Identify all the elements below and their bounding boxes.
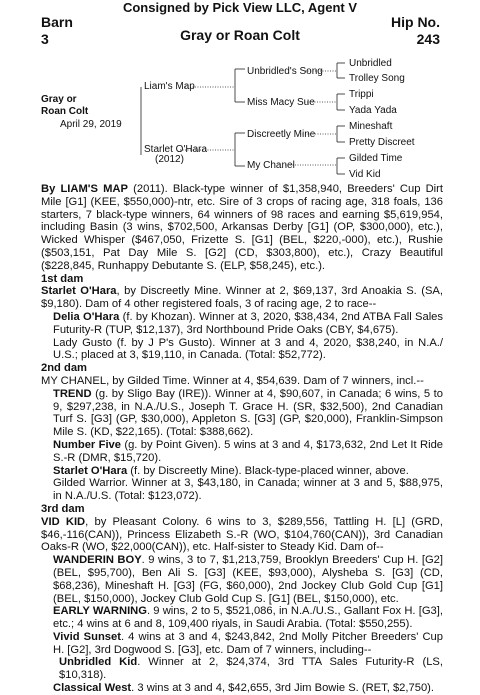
produce-name: TREND: [53, 387, 92, 400]
first-dam-name: Starlet O'Hara: [41, 285, 117, 298]
produce-classical-west: [53, 682, 443, 695]
produce-text: . 9 wins, 3 to 7, $1,213,759, Brooklyn Breeders' Cup H. [G2] (BEL, $95,700), Ben Ali S. [G3] (KEE, $93,000), Alysheba S. [G3] (CD, $68,236), Mineshaft H. [G3] (FG, $60,000), 2nd Jockey Club Gold Cup [G1] (BEL, $150,000), Jockey Club Gold Cup S. [G1] (BEL, $150,000), etc.: [53, 554, 443, 605]
dss: Mineshaft: [349, 121, 393, 132]
produce-name: Unbridled Kid: [59, 656, 138, 669]
third-dam-text: , by Pleasant Colony. 6 wins to 3, $289,556, Tattling H. [L] (GRD, $46,-116(CAN)), Princess Elizabeth S.-R (WO, $104,760(CAN)), 3rd Canadian Oaks-R (WO, $22,000(CAN)), etc. Half-sister to Steady Kid. Dam of--: [41, 515, 443, 554]
sdd: Yada Yada: [349, 105, 397, 116]
sire-paragraph: [41, 183, 443, 273]
sire-by: By LIAM'S MAP: [41, 183, 128, 195]
ddd: Vid Kid: [349, 169, 381, 180]
pedigree-chart: [0, 50, 480, 185]
produce-text: . 3 wins at 3 and 4, $42,655, 3rd Jim Bowie S. (RET, $2,750).: [131, 682, 434, 695]
produce-name: EARLY WARNING: [53, 605, 147, 618]
produce-unbridled-kid: [59, 656, 443, 682]
produce-text: (g. by Point Given). 5 wins at 3 and 4, $173,632, 2nd Let It Ride S.-R (DMR, $15,720).: [53, 438, 444, 464]
produce-text: (f. by Khozan). Winner at 3, 2020, $38,434, 2nd ATBA Fall Sales Futurity-R (TUP, $12,137), 3rd Northbound Pride Oaks (CBY, $4,675).: [53, 310, 443, 336]
sss: Unbridled: [349, 58, 392, 69]
produce-early-warning: [53, 605, 443, 631]
third-dam-name: VID KID: [41, 515, 86, 528]
sire-text: (2011). Black-type winner of $1,358,940, Breeders' Cup Dirt Mile [G1] (KEE, $550,000)-ntr, etc. Sire of 3 crops of racing age, 318 foals, 136 starters, 7 black-type winners, 64 winners of 98 races and earning $5,619,954, including Basin (3 wins, $702,500, Arkansas Derby [G1] (OP, $300,000), etc.), Wicked Whisper ($467,050, Frizette S. [G1] (BEL, $220,-000), etc.), Rushie ($503,151, Pat Day Mile S. [G2] (CD, $303,800), etc.), Crazy Beautiful ($228,845, Runhappy Debutante S. (ELP, $58,245), etc.).: [41, 183, 443, 272]
dsd: Pretty Discreet: [349, 137, 415, 148]
foaled-date: April 29, 2019: [60, 119, 122, 130]
barn-number: 3: [41, 31, 49, 47]
first-dam-paragraph: [41, 285, 443, 311]
barn-label: Barn: [41, 14, 73, 30]
produce-text: . Winner at 2, $24,374, 3rd TTA Sales Futurity-R (LS, $10,318).: [59, 656, 444, 682]
dam-dam: My Chanel: [247, 160, 295, 171]
hip-number: 243: [416, 31, 440, 47]
produce-wanderin-boy: [53, 554, 443, 605]
produce-name: WANDERIN BOY: [53, 554, 142, 567]
subject-label: [41, 94, 88, 118]
produce-name: Classical West: [53, 682, 132, 695]
produce-number-five: [53, 439, 443, 465]
produce-name: Vivid Sunset: [53, 630, 121, 643]
dam-sire: Discreetly Mine: [247, 129, 316, 140]
third-dam-paragraph: [41, 516, 443, 554]
consignor-line: Consigned by Pick View LLC, Agent V: [122, 0, 358, 15]
second-dam-paragraph: MY CHANEL, by Gilded Time. Winner at 4, $54,639. Dam of 7 winners, incl.--: [41, 374, 424, 387]
ssd: Trolley Song: [349, 73, 405, 84]
produce-lady-gusto: Lady Gusto (f. by J P's Gusto). Winner at 3 and 4, 2020, $38,240, in N.A./ U.S.; placed at 3, $19,110, in Canada. (Total: $52,772).: [53, 336, 443, 362]
sds: Trippi: [349, 89, 374, 100]
produce-name: Number Five: [53, 438, 122, 451]
produce-name: Starlet O'Hara: [53, 464, 128, 477]
sire-dam: Miss Macy Sue: [247, 97, 315, 108]
produce-name: Delia O'Hara: [53, 310, 120, 323]
horse-title: Gray or Roan Colt: [180, 27, 300, 43]
produce-vivid-sunset: [53, 631, 443, 657]
produce-delia: [53, 311, 443, 337]
dam-name: Starlet O'Hara: [144, 144, 208, 155]
sire-sire: Unbridled's Song: [247, 66, 323, 77]
second-dam-heading: 2nd dam: [41, 362, 88, 375]
subject-line2: Roan Colt: [41, 106, 89, 117]
sire-name: Liam's Map: [144, 81, 195, 92]
produce-trend: [53, 388, 443, 439]
produce-starlet: [53, 465, 443, 478]
produce-text: (f. by Discreetly Mine). Black-type-placed winner, above.: [127, 464, 409, 477]
produce-text: . 9 wins, 2 to 5, $521,086, in N.A./U.S., Gallant Fox H. [G3], etc.; 4 wins at 6 and 8, 109,400 riyals, in Saudi Arabia. (Total: $550,255).: [53, 605, 443, 631]
first-dam-heading: 1st dam: [41, 272, 84, 285]
produce-text: . 4 wins at 3 and 4, $243,842, 2nd Molly Pitcher Breeders' Cup H. [G2], 3rd Dogwood S. [G3], etc. Dam of 7 winners, including--: [53, 630, 443, 656]
produce-gilded-warrior: Gilded Warrior. Winner at 3, $43,180, in Canada; winner at 3 and 5, $88,975, in N.A./U.S. (Total: $123,072).: [53, 477, 443, 503]
catalog-body: [41, 183, 443, 695]
dds: Gilded Time: [349, 153, 403, 164]
subject-line1: Gray or: [41, 94, 77, 105]
third-dam-heading: 3rd dam: [41, 502, 85, 515]
first-dam-text: , by Discreetly Mine. Winner at 2, $69,137, 3rd Anoakia S. (SA, $9,180). Dam of 4 other registered foals, 3 of racing age, 2 to race--: [41, 285, 443, 311]
dam-year: (2012): [155, 154, 184, 165]
hip-label: Hip No.: [391, 14, 440, 30]
produce-text: (g. by Sligo Bay (IRE)). Winner at 4, $90,607, in Canada; 6 wins, 5 to 9, $297,238, in N.A./U.S., Joseph T. Grace H. (SR, $32,500), 2nd Canadian Turf S. [G3] (GP, $30,000), Appleton S. [G3] (GP, $20,000), Franklin-Simpson Mile S. (KD, $22,165). (Total: $388,662).: [53, 387, 443, 439]
